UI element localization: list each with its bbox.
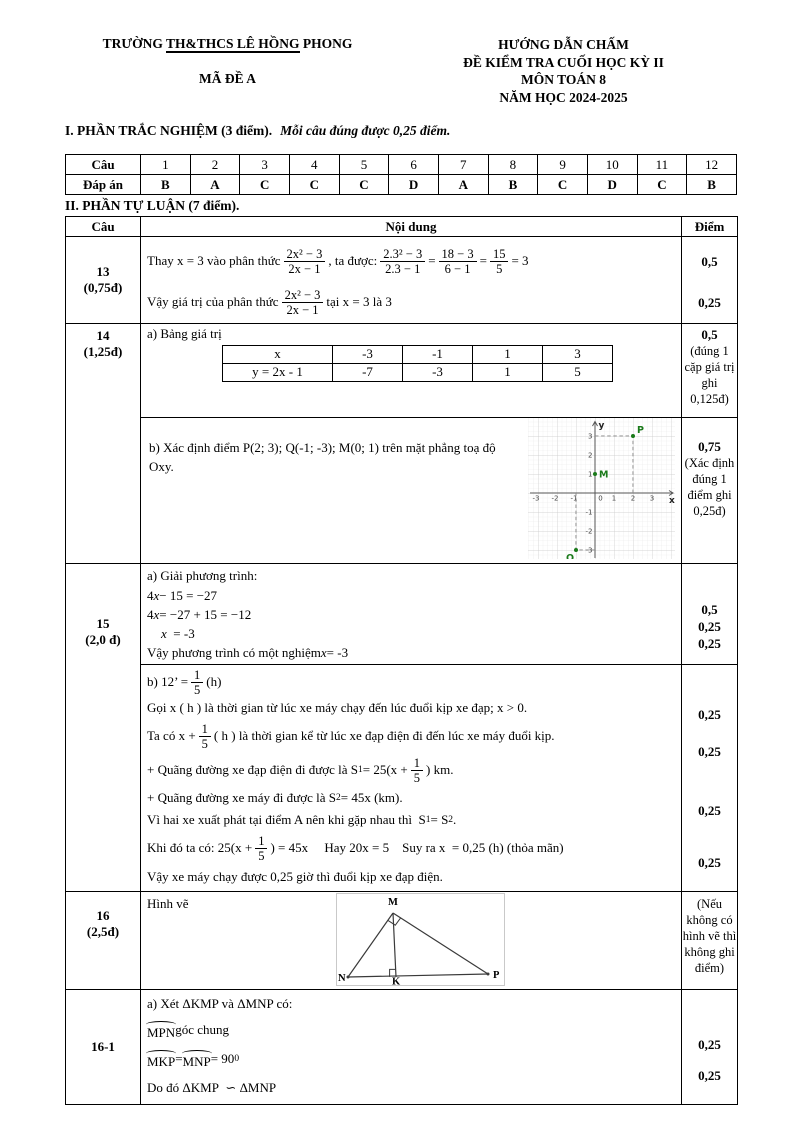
essay-header-row xyxy=(66,217,738,237)
mc-question-cell: 1 xyxy=(141,155,191,175)
row-15a xyxy=(66,564,738,665)
x-tick: 3 xyxy=(649,494,655,503)
row15a-line1: a) Giải phương trình: xyxy=(147,568,258,583)
vertex-label-N: N xyxy=(338,973,346,984)
mc-question-cell: 4 xyxy=(289,155,339,175)
row13-content xyxy=(141,237,682,324)
value-table-x-cell: -3 xyxy=(333,346,403,364)
mc-answer-cell: C xyxy=(339,175,389,195)
y-tick: -2 xyxy=(585,527,593,536)
col-header-noidung: Nội dung xyxy=(141,217,682,237)
row14b-text: b) Xác định điểm P(2; 3); Q(-1; -3); M(0; 1) trên mặt phẳng toạ độ Oxy. xyxy=(149,440,496,474)
mc-question-cell: 10 xyxy=(587,155,637,175)
mc-question-cell: 8 xyxy=(488,155,538,175)
fraction: $\frac{1}{5}$ xyxy=(411,756,423,785)
row15a-points: 0,5 0,25 0,25 xyxy=(682,564,738,665)
mc-answer-cell: D xyxy=(587,175,637,195)
y-tick: -1 xyxy=(585,508,593,517)
mc-question-cell: 12 xyxy=(687,155,737,175)
value-table xyxy=(222,345,613,382)
doc-title-line4: NĂM HỌC 2024-2025 xyxy=(499,89,628,105)
mc-answer-cell: A xyxy=(190,175,240,195)
row16-1-line1: a) Xét ΔKMP và ΔMNP có: xyxy=(147,996,293,1011)
row15a-line2: 4 x − 15 = −27 xyxy=(147,587,218,603)
x-tick: -3 xyxy=(532,494,540,503)
row14a-points: 0,5 (đúng 1 cặp giá trị ghi 0,125đ) xyxy=(682,324,738,418)
mc-answer-cell: B xyxy=(141,175,191,195)
doc-title-line2: ĐỀ KIỂM TRA CUỐI HỌC KỲ II xyxy=(463,54,664,70)
y-tick: 2 xyxy=(588,451,593,460)
row16-1-line3: MKP = MNP = 90 0 xyxy=(147,1051,240,1069)
row14b-points: 0,75 (Xác định đúng 1 điểm ghi 0,25đ) xyxy=(682,418,738,564)
vertex-label-M: M xyxy=(388,897,398,908)
multiple-choice-answer-table xyxy=(65,154,737,195)
value-table-y-cell: -7 xyxy=(333,364,403,382)
mc-answer-cell: A xyxy=(438,175,488,195)
point-label: M xyxy=(599,469,609,481)
value-table-x-row xyxy=(223,346,613,364)
mc-answer-cell: B xyxy=(687,175,737,195)
row15a-line5: Vậy phương trình có một nghiệm x = -3 xyxy=(147,644,349,660)
origin-label: 0 xyxy=(598,494,603,503)
x-tick: -2 xyxy=(551,494,559,503)
row15b-line8: Vậy xe máy chạy được 0,25 giờ thì đuổi kịp xe đạp điện. xyxy=(147,869,443,884)
triangle-drawing xyxy=(337,894,504,985)
vertex-label-P: P xyxy=(493,970,500,981)
row16-1-line4: Do đó ΔKMP ∽ ΔMNP xyxy=(147,1080,277,1095)
plotted-point xyxy=(593,472,597,476)
mc-answer-row xyxy=(66,175,737,195)
row15b-line3: Ta có x + $\frac{1}{5}$ ( h ) là thời gian kể từ lúc xe đạp điện đi đến lúc xe máy đuổi kịp. xyxy=(147,721,555,751)
mc-question-cell: 5 xyxy=(339,155,389,175)
value-table-y-header: y = 2x - 1 xyxy=(223,364,333,382)
row13-line1: Thay x = 3 vào phân thức $\frac{\text{2x² − 3}}{2x - 1}$ , ta được: $\frac{\text{2.3² − 3}}{2.3 - 1}$ = $\frac{18 - 3}{6 - 1}$ = $\frac{15}{5}$ = 3 xyxy=(147,246,529,276)
value-table-y-cell: -3 xyxy=(403,364,473,382)
row-16-1 xyxy=(66,990,738,1105)
doc-title-line1: HƯỚNG DẪN CHẤM xyxy=(498,37,629,52)
row15a-line4: x = -3 xyxy=(161,625,195,641)
value-table-y-row xyxy=(223,364,613,382)
row16-1-points: 0,25 0,25 xyxy=(682,990,738,1105)
mc-answer-cell: C xyxy=(240,175,290,195)
col-header-diem: Điểm xyxy=(682,217,738,237)
mc-question-cell: 7 xyxy=(438,155,488,175)
angle-arc: MPN xyxy=(147,1024,176,1040)
row15b-line2: Gọi x ( h ) là thời gian từ lúc xe máy chạy đến lúc đuổi kịp xe đạp; x > 0. xyxy=(147,700,528,715)
point-label: Q xyxy=(566,553,575,559)
row-14a xyxy=(66,324,738,418)
vertex-label-K: K xyxy=(392,976,401,985)
plotted-point xyxy=(574,548,578,552)
x-tick: 1 xyxy=(611,494,617,503)
x-tick: 2 xyxy=(630,494,636,503)
fraction: $\frac{18 - 3}{6 - 1}$ xyxy=(439,247,477,276)
row-16 xyxy=(66,892,738,990)
section2-heading: II. PHẦN TỰ LUẬN (7 điểm). xyxy=(65,198,240,213)
mc-question-cell: 9 xyxy=(538,155,588,175)
row-14b xyxy=(66,418,738,564)
value-table-x-cell: -1 xyxy=(403,346,473,364)
mc-question-row xyxy=(66,155,737,175)
mc-answer-cell: D xyxy=(389,175,439,195)
doc-title-line3: MÔN TOÁN 8 xyxy=(520,72,606,87)
y-axis-label: y xyxy=(598,421,605,431)
value-table-y-cell: 5 xyxy=(543,364,613,382)
row15b-line5: + Quãng đường xe máy đi được là S 2 = 45x (km). xyxy=(147,790,403,805)
mc-answer-cell: B xyxy=(488,175,538,195)
y-tick: 3 xyxy=(588,432,593,441)
col-header-cau: Câu xyxy=(66,217,141,237)
document-header xyxy=(65,36,737,106)
angle-arc: MKP xyxy=(147,1053,176,1069)
row13-points: 0,5 0,25 xyxy=(682,237,738,324)
value-table-x-cell: 3 xyxy=(543,346,613,364)
row16-1-number: 16-1 xyxy=(66,990,141,1105)
school-name: TRƯỜNG TH&THCS LÊ HỒNG PHONG xyxy=(102,36,353,51)
row14a-content xyxy=(141,324,682,418)
mc-answer-cell: C xyxy=(289,175,339,195)
fraction: $\frac{\text{2x² − 3}}{2x - 1}$ xyxy=(282,288,324,317)
mc-answer-cell: C xyxy=(538,175,588,195)
row15b-points: 0,25 0,25 0,25 0,25 xyxy=(682,665,738,892)
row16-1-line2: MPN góc chung xyxy=(147,1022,229,1040)
mc-question-cell: 2 xyxy=(190,155,240,175)
mc-question-cell: 6 xyxy=(389,155,439,175)
fraction: $\frac{1}{5}$ xyxy=(199,722,211,751)
row14b-content xyxy=(141,418,682,564)
header-right xyxy=(390,36,737,106)
mc-question-label: Câu xyxy=(66,155,141,175)
row14a-label: a) Bảng giá trị xyxy=(147,326,222,341)
mc-question-cell: 3 xyxy=(240,155,290,175)
right-angle-mark-M xyxy=(388,918,401,925)
value-table-x-header: x xyxy=(223,346,333,364)
x-tick: -1 xyxy=(570,494,578,503)
row15b-line6: Vì hai xe xuất phát tại điểm A nên khi gặp nhau thì S 1 = S 2 . xyxy=(147,812,457,827)
fraction: $\frac{1}{5}$ xyxy=(191,668,203,697)
value-table-y-cell: 1 xyxy=(473,364,543,382)
header-left xyxy=(65,36,390,106)
row-15b xyxy=(66,665,738,892)
row15a-line3: 4 x = −27 + 15 = −12 xyxy=(147,606,252,622)
row15b-line1: b) 12’ = $\frac{1}{5}$ (h) xyxy=(147,667,222,697)
row14-number: 14 (1,25đ) xyxy=(66,324,141,564)
row15a-content xyxy=(141,564,682,665)
section1-note: Mỗi câu đúng được 0,25 điểm. xyxy=(280,123,451,138)
row15b-line4: + Quãng đường xe đạp điện đi được là S 1 = 25(x + $\frac{1}{5}$ ) km. xyxy=(147,755,454,785)
row16-figure-label: Hình vẽ xyxy=(147,896,189,911)
section1-heading: I. PHẦN TRẮC NGHIỆM (3 điểm). Mỗi câu đúng được 0,25 điểm. xyxy=(65,123,451,138)
row16-1-content xyxy=(141,990,682,1105)
row16-number: 16 (2,5đ) xyxy=(66,892,141,990)
x-axis-label: x xyxy=(669,496,675,506)
row13-line2: Vậy giá trị của phân thức $\frac{\text{2x² − 3}}{2x - 1}$ tại x = 3 là 3 xyxy=(147,287,392,317)
fraction: $\frac{\text{2x² − 3}}{2x - 1}$ xyxy=(284,247,326,276)
coordinate-plane xyxy=(528,418,675,559)
row15b-content xyxy=(141,665,682,892)
row15b-line7: Khi đó ta có: 25(x + $\frac{1}{5}$ ) = 45x Hay 20x = 5 Suy ra x = 0,25 (h) (thỏa mãn) xyxy=(147,833,564,863)
fraction: $\frac{\text{2.3² − 3}}{2.3 - 1}$ xyxy=(380,247,425,276)
y-tick: 1 xyxy=(588,470,593,479)
triangle-figure xyxy=(336,893,505,986)
oxy-plot-figure xyxy=(528,418,675,563)
y-tick: -3 xyxy=(585,546,593,555)
plotted-point xyxy=(631,434,635,438)
row16-content xyxy=(141,892,682,990)
row13-number: 13 (0,75đ) xyxy=(66,237,141,324)
school-name-underlined: TH&THCS LÊ HỒNG xyxy=(165,36,300,51)
row15-number: 15 (2,0 đ) xyxy=(66,564,141,892)
mc-answer-label: Đáp án xyxy=(66,175,141,195)
mc-question-cell: 11 xyxy=(637,155,687,175)
value-table-x-cell: 1 xyxy=(473,346,543,364)
mc-answer-cell: C xyxy=(637,175,687,195)
fraction: $\frac{15}{5}$ xyxy=(490,247,509,276)
angle-arc: MNP xyxy=(182,1053,211,1069)
row16-points: (Nếu không có hình vẽ thì không ghi điểm) xyxy=(682,892,738,990)
fraction: $\frac{1}{5}$ xyxy=(255,834,267,863)
essay-answer-table xyxy=(65,216,738,1105)
point-label: P xyxy=(637,425,644,436)
exam-code: MÃ ĐỀ A xyxy=(199,71,256,86)
row-13 xyxy=(66,237,738,324)
